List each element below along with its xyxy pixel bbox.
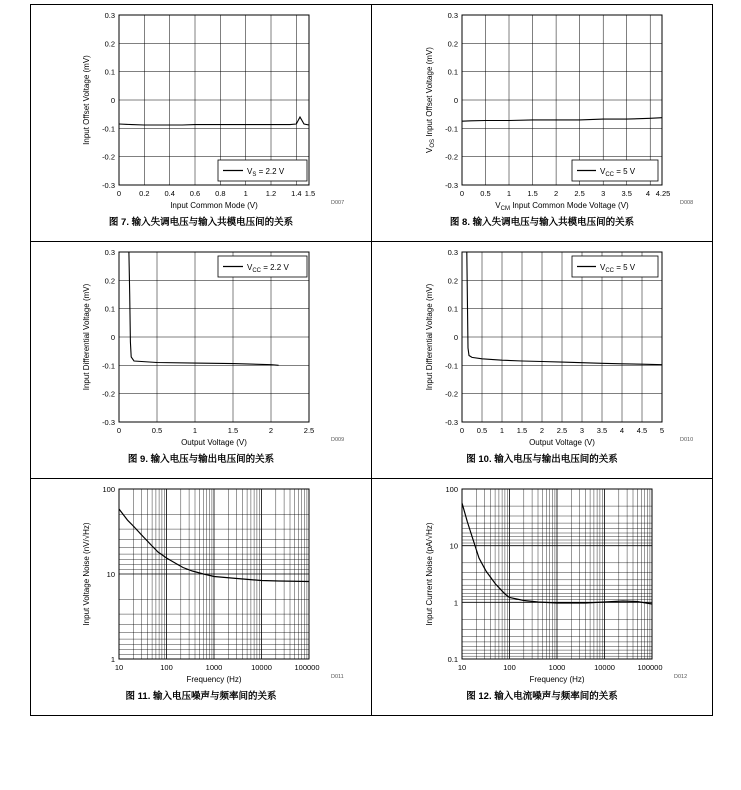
svg-text:0: 0 bbox=[453, 96, 458, 105]
svg-text:0: 0 bbox=[116, 426, 122, 435]
svg-text:Frequency (Hz): Frequency (Hz) bbox=[186, 675, 242, 684]
svg-text:1: 1 bbox=[499, 426, 505, 435]
svg-text:Output Voltage (V): Output Voltage (V) bbox=[529, 438, 595, 447]
svg-text:-0.2: -0.2 bbox=[445, 389, 458, 399]
figure-cell-d011 bbox=[31, 479, 372, 716]
figure-panel-d011 bbox=[31, 479, 371, 715]
figure-cell-d012 bbox=[372, 479, 713, 716]
svg-text:3: 3 bbox=[601, 189, 606, 198]
figure-id-d009: D009 bbox=[331, 437, 345, 443]
svg-text:Input Voltage Noise (nV/√Hz): Input Voltage Noise (nV/√Hz) bbox=[82, 522, 91, 626]
figure-caption-d007: 图 7. 输入失调电压与输入共模电压间的关系 bbox=[108, 217, 294, 228]
svg-text:4: 4 bbox=[619, 426, 625, 435]
svg-text:100000: 100000 bbox=[637, 663, 663, 672]
figure-id-d010: D010 bbox=[680, 437, 694, 443]
svg-text:1: 1 bbox=[110, 655, 115, 664]
svg-text:100: 100 bbox=[102, 485, 115, 494]
svg-text:10: 10 bbox=[106, 570, 115, 579]
svg-text:0.6: 0.6 bbox=[189, 189, 201, 198]
chart-d007 bbox=[31, 5, 371, 211]
plot-area-d010 bbox=[372, 242, 712, 448]
svg-text:-0.3: -0.3 bbox=[102, 418, 115, 427]
svg-text:2: 2 bbox=[554, 189, 559, 198]
svg-text:1: 1 bbox=[192, 426, 198, 435]
svg-text:1: 1 bbox=[243, 189, 248, 198]
figure-id-d008: D008 bbox=[680, 200, 694, 206]
svg-text:1.5: 1.5 bbox=[516, 426, 528, 435]
figure-cell-d008 bbox=[372, 5, 713, 242]
svg-text:2.5: 2.5 bbox=[556, 426, 568, 435]
figure-caption-d008: 图 8. 输入失调电压与输入共模电压间的关系 bbox=[449, 217, 635, 228]
svg-text:-0.3: -0.3 bbox=[445, 418, 458, 427]
svg-text:-0.1: -0.1 bbox=[445, 361, 458, 371]
figure-caption-d010: 图 10. 输入电压与输出电压间的关系 bbox=[466, 454, 618, 465]
svg-text:0.5: 0.5 bbox=[151, 426, 163, 435]
svg-text:0: 0 bbox=[116, 189, 122, 198]
chart-d012 bbox=[372, 479, 712, 685]
svg-text:10: 10 bbox=[449, 541, 458, 551]
svg-text:1.4: 1.4 bbox=[291, 189, 302, 198]
svg-text:Input Common Mode (V): Input Common Mode (V) bbox=[170, 201, 258, 210]
svg-text:0: 0 bbox=[459, 189, 465, 198]
svg-text:-0.3: -0.3 bbox=[445, 181, 458, 190]
svg-text:VOS Input Offset Voltage (mV): $V_{OS}$ Input Offset Voltage (mV) bbox=[425, 47, 436, 153]
figure-cell-d010 bbox=[372, 242, 713, 479]
svg-text:100: 100 bbox=[503, 663, 516, 672]
svg-text:1.5: 1.5 bbox=[304, 189, 316, 198]
svg-text:0.2: 0.2 bbox=[139, 189, 150, 198]
svg-text:1000: 1000 bbox=[205, 663, 223, 672]
svg-text:-0.2: -0.2 bbox=[445, 152, 458, 162]
svg-text:0: 0 bbox=[459, 426, 465, 435]
figure-panel-d009 bbox=[31, 242, 371, 478]
figure-panel-d010 bbox=[372, 242, 712, 478]
plot-area-d011 bbox=[31, 479, 371, 685]
svg-text:2.5: 2.5 bbox=[303, 426, 315, 435]
figure-row-2 bbox=[31, 242, 713, 479]
svg-text:-0.2: -0.2 bbox=[102, 389, 115, 399]
svg-text:10000: 10000 bbox=[594, 663, 615, 672]
svg-text:1000: 1000 bbox=[548, 663, 566, 672]
svg-text:0.1: 0.1 bbox=[447, 67, 458, 77]
svg-text:0: 0 bbox=[110, 96, 115, 105]
svg-text:10000: 10000 bbox=[251, 663, 272, 672]
svg-text:1.5: 1.5 bbox=[227, 426, 239, 435]
plot-area-d012 bbox=[372, 479, 712, 685]
svg-text:Frequency (Hz): Frequency (Hz) bbox=[529, 675, 585, 684]
figure-panel-d007 bbox=[31, 5, 371, 241]
svg-text:Input Differential Voltage (mV: Input Differential Voltage (mV) bbox=[425, 283, 434, 391]
svg-text:3.5: 3.5 bbox=[596, 426, 608, 435]
svg-text:0.2: 0.2 bbox=[104, 276, 115, 286]
figure-panel-d008 bbox=[372, 5, 712, 241]
svg-text:10: 10 bbox=[114, 663, 124, 672]
svg-text:0.8: 0.8 bbox=[215, 189, 226, 198]
plot-area-d008 bbox=[372, 5, 712, 211]
figure-caption-d012: 图 12. 输入电流噪声与频率间的关系 bbox=[466, 691, 618, 702]
svg-text:0.5: 0.5 bbox=[476, 426, 488, 435]
svg-text:0.1: 0.1 bbox=[104, 67, 115, 77]
figure-id-d012: D012 bbox=[674, 674, 688, 680]
plot-area-d009 bbox=[31, 242, 371, 448]
svg-text:0.3: 0.3 bbox=[447, 248, 458, 257]
svg-text:0.4: 0.4 bbox=[164, 189, 175, 198]
svg-text:4.5: 4.5 bbox=[636, 426, 648, 435]
svg-text:1: 1 bbox=[506, 189, 512, 198]
figure-panel-d012 bbox=[372, 479, 712, 715]
figure-id-d011: D011 bbox=[331, 674, 344, 680]
svg-text:2.5: 2.5 bbox=[574, 189, 585, 198]
svg-text:VCC = 2.2 V: $V_{CC} = 2.2$ V bbox=[247, 263, 289, 274]
figure-row-1 bbox=[31, 5, 713, 242]
svg-text:0.1: 0.1 bbox=[447, 655, 458, 664]
svg-text:Input Differential Voltage (mV: Input Differential Voltage (mV) bbox=[82, 283, 91, 391]
svg-text:0.3: 0.3 bbox=[447, 11, 458, 20]
svg-text:VS = 2.2 V: $V_S = 2.2$ V bbox=[247, 167, 285, 178]
svg-text:-0.1: -0.1 bbox=[445, 124, 458, 134]
figure-caption-d011: 图 11. 输入电压噪声与频率间的关系 bbox=[125, 691, 277, 702]
svg-text:0: 0 bbox=[453, 333, 458, 342]
figure-id-d007: D007 bbox=[331, 200, 345, 206]
svg-text:4.25: 4.25 bbox=[655, 189, 671, 198]
figure-cell-d007 bbox=[31, 5, 372, 242]
svg-text:-0.2: -0.2 bbox=[102, 152, 115, 162]
svg-text:0.1: 0.1 bbox=[104, 304, 115, 314]
svg-text:Input Current Noise (pA/√Hz): Input Current Noise (pA/√Hz) bbox=[425, 522, 434, 626]
chart-d011 bbox=[31, 479, 371, 685]
svg-text:0.5: 0.5 bbox=[480, 189, 491, 198]
svg-text:2: 2 bbox=[539, 426, 545, 435]
svg-text:-0.1: -0.1 bbox=[102, 361, 115, 371]
svg-text:0.1: 0.1 bbox=[447, 304, 458, 314]
svg-text:3.5: 3.5 bbox=[621, 189, 632, 198]
svg-text:VCC = 5 V: $V_{CC} = 5$ V bbox=[600, 263, 636, 274]
svg-text:100: 100 bbox=[160, 663, 173, 672]
svg-text:4: 4 bbox=[645, 189, 651, 198]
chart-d008 bbox=[372, 5, 712, 211]
svg-text:100000: 100000 bbox=[294, 663, 320, 672]
svg-text:0: 0 bbox=[110, 333, 115, 342]
figure-grid bbox=[30, 4, 713, 716]
chart-d010 bbox=[372, 242, 712, 448]
svg-text:0.3: 0.3 bbox=[104, 248, 115, 257]
svg-text:1.5: 1.5 bbox=[527, 189, 538, 198]
svg-text:VCM Input Common Mode Voltage: $V_{CM}$ Input Common Mode Voltage (V) bbox=[495, 201, 629, 211]
svg-text:0.2: 0.2 bbox=[447, 39, 458, 49]
chart-d009 bbox=[31, 242, 371, 448]
svg-text:3: 3 bbox=[579, 426, 585, 435]
svg-text:2: 2 bbox=[268, 426, 274, 435]
svg-text:0.2: 0.2 bbox=[104, 39, 115, 49]
figure-caption-d009: 图 9. 输入电压与输出电压间的关系 bbox=[127, 454, 275, 465]
svg-text:0.3: 0.3 bbox=[104, 11, 115, 20]
figure-cell-d009 bbox=[31, 242, 372, 479]
svg-text:1.2: 1.2 bbox=[265, 189, 277, 198]
svg-text:5: 5 bbox=[659, 426, 665, 435]
svg-text:Output Voltage (V): Output Voltage (V) bbox=[181, 438, 247, 447]
svg-text:-0.1: -0.1 bbox=[102, 124, 115, 134]
svg-text:VCC = 5 V: $V_{CC} = 5$ V bbox=[600, 167, 636, 178]
figure-row-3 bbox=[31, 479, 713, 716]
svg-text:Input Offset Voltage (mV): Input Offset Voltage (mV) bbox=[82, 55, 91, 145]
svg-text:10: 10 bbox=[457, 663, 467, 672]
plot-area-d007 bbox=[31, 5, 371, 211]
svg-text:-0.3: -0.3 bbox=[102, 181, 115, 190]
svg-text:100: 100 bbox=[445, 485, 458, 494]
svg-text:0.2: 0.2 bbox=[447, 276, 458, 286]
svg-text:1: 1 bbox=[453, 598, 458, 608]
